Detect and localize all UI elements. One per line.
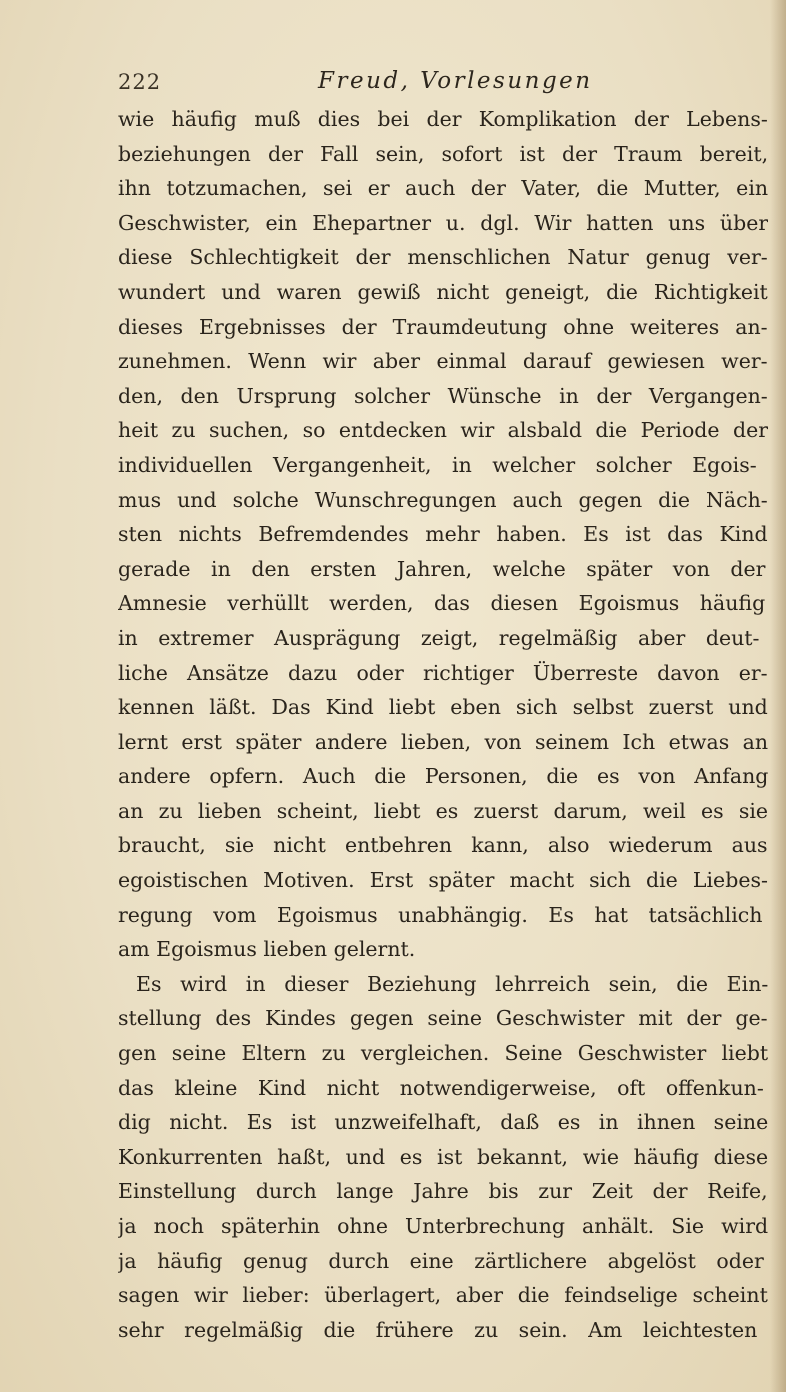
- text-line: sagen wir lieber: überlagert, aber die feindselige scheint: [118, 1283, 768, 1308]
- running-title: Freud, Vorlesungen: [318, 68, 593, 94]
- text-line: zunehmen. Wenn wir aber einmal darauf gewiesen wer-: [118, 349, 768, 374]
- text-line: beziehungen der Fall sein, sofort ist der Traum bereit,: [118, 141, 768, 166]
- page-header: [118, 66, 678, 100]
- text-line: sten nichts Befremdendes mehr haben. Es ist das Kind: [118, 522, 768, 547]
- text-line: sehr regelmäßig die frühere zu sein. Am leichtesten: [118, 1317, 758, 1342]
- text-line: andere opfern. Auch die Personen, die es von Anfang: [118, 764, 768, 789]
- text-line: wundert und waren gewiß nicht geneigt, die Richtigkeit: [118, 279, 768, 304]
- text-line: Es wird in dieser Beziehung lehrreich sein, die Ein-: [136, 971, 768, 996]
- body-text: [118, 102, 768, 1347]
- text-line: braucht, sie nicht entbehren kann, also wiederum aus: [118, 833, 768, 858]
- text-line: Geschwister, ein Ehepartner u. dgl. Wir hatten uns über: [118, 210, 768, 235]
- text-line: das kleine Kind nicht notwendigerweise, oft offenkun-: [118, 1075, 764, 1100]
- text-line: lernt erst später andere lieben, von seinem Ich etwas an: [118, 729, 768, 754]
- text-line: ja noch späterhin ohne Unterbrechung anhält. Sie wird: [118, 1214, 768, 1238]
- text-line: gen seine Eltern zu vergleichen. Seine Geschwister liebt: [118, 1041, 768, 1066]
- text-line: an zu lieben scheint, liebt es zuerst darum, weil es sie: [118, 798, 768, 823]
- text-line: ja häufig genug durch eine zärtlichere abgelöst oder: [118, 1248, 764, 1273]
- text-line: wie häufig muß dies bei der Komplikation der Lebens-: [118, 107, 768, 131]
- text-line: heit zu suchen, so entdecken wir alsbald die Periode der: [118, 418, 768, 443]
- text-line: mus und solche Wunschregungen auch gegen die Näch-: [118, 487, 768, 512]
- page-number: 222: [118, 70, 162, 94]
- text-line: diese Schlechtigkeit der menschlichen Natur genug ver-: [118, 245, 768, 270]
- text-line: am Egoismus lieben gelernt.: [118, 937, 416, 962]
- text-line: ihn totzumachen, sei er auch der Vater, die Mutter, ein: [118, 176, 768, 201]
- page-edge-shadow: [770, 0, 786, 1392]
- text-line: gerade in den ersten Jahren, welche später von der: [118, 556, 766, 581]
- text-line: regung vom Egoismus unabhängig. Es hat tatsächlich: [118, 902, 763, 927]
- text-line: stellung des Kindes gegen seine Geschwister mit der ge-: [118, 1006, 768, 1031]
- text-line: egoistischen Motiven. Erst später macht sich die Liebes-: [118, 868, 768, 893]
- text-line: Amnesie verhüllt werden, das diesen Egoismus häufig: [118, 591, 766, 616]
- text-line: dig nicht. Es ist unzweifelhaft, daß es in ihnen seine: [118, 1110, 768, 1135]
- text-line: Konkurrenten haßt, und es ist bekannt, wie häufig diese: [118, 1144, 768, 1169]
- text-line: individuellen Vergangenheit, in welcher solcher Egois-: [118, 452, 757, 477]
- text-line: kennen läßt. Das Kind liebt eben sich selbst zuerst und: [118, 695, 768, 720]
- text-line: den, den Ursprung solcher Wünsche in der Vergangen-: [118, 383, 768, 408]
- text-line: dieses Ergebnisses der Traumdeutung ohne weiteres an-: [118, 314, 768, 339]
- text-line: in extremer Ausprägung zeigt, regelmäßig aber deut-: [118, 625, 760, 650]
- text-line: liche Ansätze dazu oder richtiger Überreste davon er-: [118, 660, 768, 685]
- text-line: Einstellung durch lange Jahre bis zur Zeit der Reife,: [118, 1179, 768, 1204]
